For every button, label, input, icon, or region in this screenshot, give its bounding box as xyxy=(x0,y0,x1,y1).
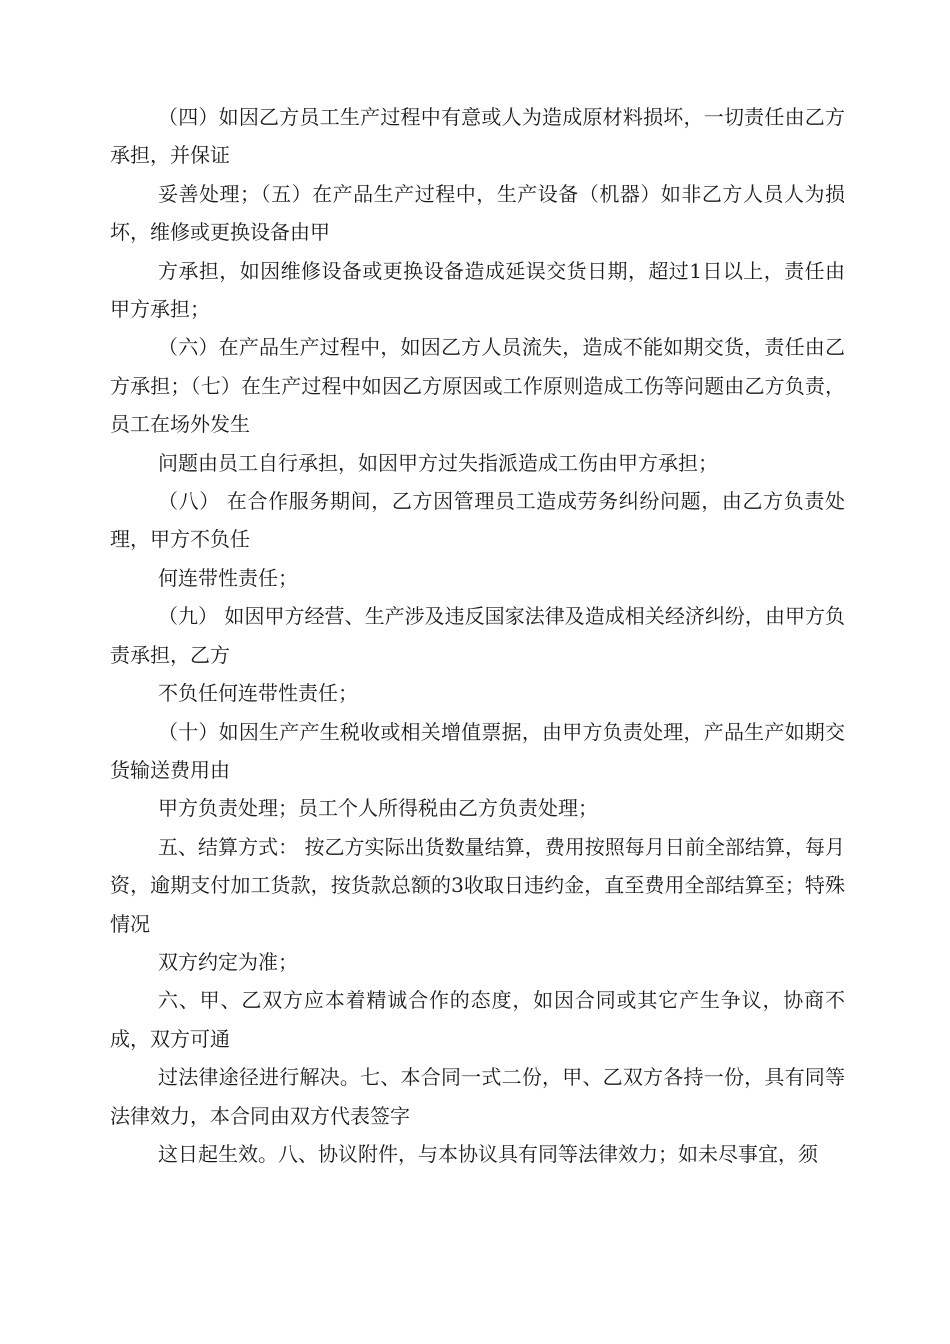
paragraph-clause-10: （十）如因生产产生税收或相关增值票据，由甲方负责处理，产品生产如期交货输送费用由 xyxy=(110,719,845,782)
paragraph-clause-9: （九） 如因甲方经营、生产涉及违反国家法律及造成相关经济纠纷，由甲方负责承担，乙方 xyxy=(110,604,845,667)
paragraph-dispute: 六、甲、乙双方应本着精诚合作的态度，如因合同或其它产生争议，协商不成，双方可通 xyxy=(110,988,845,1051)
paragraph-settlement: 五、结算方式： 按乙方实际出货数量结算，费用按照每月日前全部结算，每月资，逾期支付加工货款，按货款总额的3收取日违约金，直至费用全部结算至；特殊情况 xyxy=(110,834,845,936)
paragraph-clause-8-cont: 何连带性责任； xyxy=(158,565,298,590)
paragraph-clause-7-cont: 问题由员工自行承担，如因甲方过失指派造成工伤由甲方承担； xyxy=(158,450,718,475)
paragraph-clause-8: （八） 在合作服务期间，乙方因管理员工造成劳务纠纷问题，由乙方负责处理，甲方不负任 xyxy=(110,489,845,552)
paragraph-clause-4: （四）如因乙方员工生产过程中有意或人为造成原材料损坏，一切责任由乙方承担，并保证 xyxy=(110,105,845,168)
paragraph-copies: 过法律途径进行解决。七、本合同一式二份，甲、乙双方各持一份，具有同等法律效力，本合同由双方代表签字 xyxy=(110,1065,845,1128)
paragraph-clause-9-cont: 不负任何连带性责任； xyxy=(158,681,358,706)
paragraph-clause-5-cont: 方承担，如因维修设备或更换设备造成延误交货日期，超过1日以上，责任由甲方承担； xyxy=(110,258,845,322)
paragraph-attachments: 这日起生效。八、协议附件，与本协议具有同等法律效力；如未尽事宜，须 xyxy=(158,1141,818,1166)
paragraph-settlement-cont: 双方约定为准； xyxy=(158,949,298,974)
document-body xyxy=(110,98,845,1173)
paragraph-clause-6-7: （六）在产品生产过程中，如因乙方人员流失，造成不能如期交货，责任由乙方承担；（七）在生产过程中如因乙方原因或工作原则造成工伤等问题由乙方负责，员工在场外发生 xyxy=(110,335,845,437)
paragraph-clause-10-cont: 甲方负责处理；员工个人所得税由乙方负责处理； xyxy=(158,796,598,821)
paragraph-clause-5: 妥善处理；（五）在产品生产过程中，生产设备（机器）如非乙方人员人为损坏，维修或更换设备由甲 xyxy=(110,181,845,245)
